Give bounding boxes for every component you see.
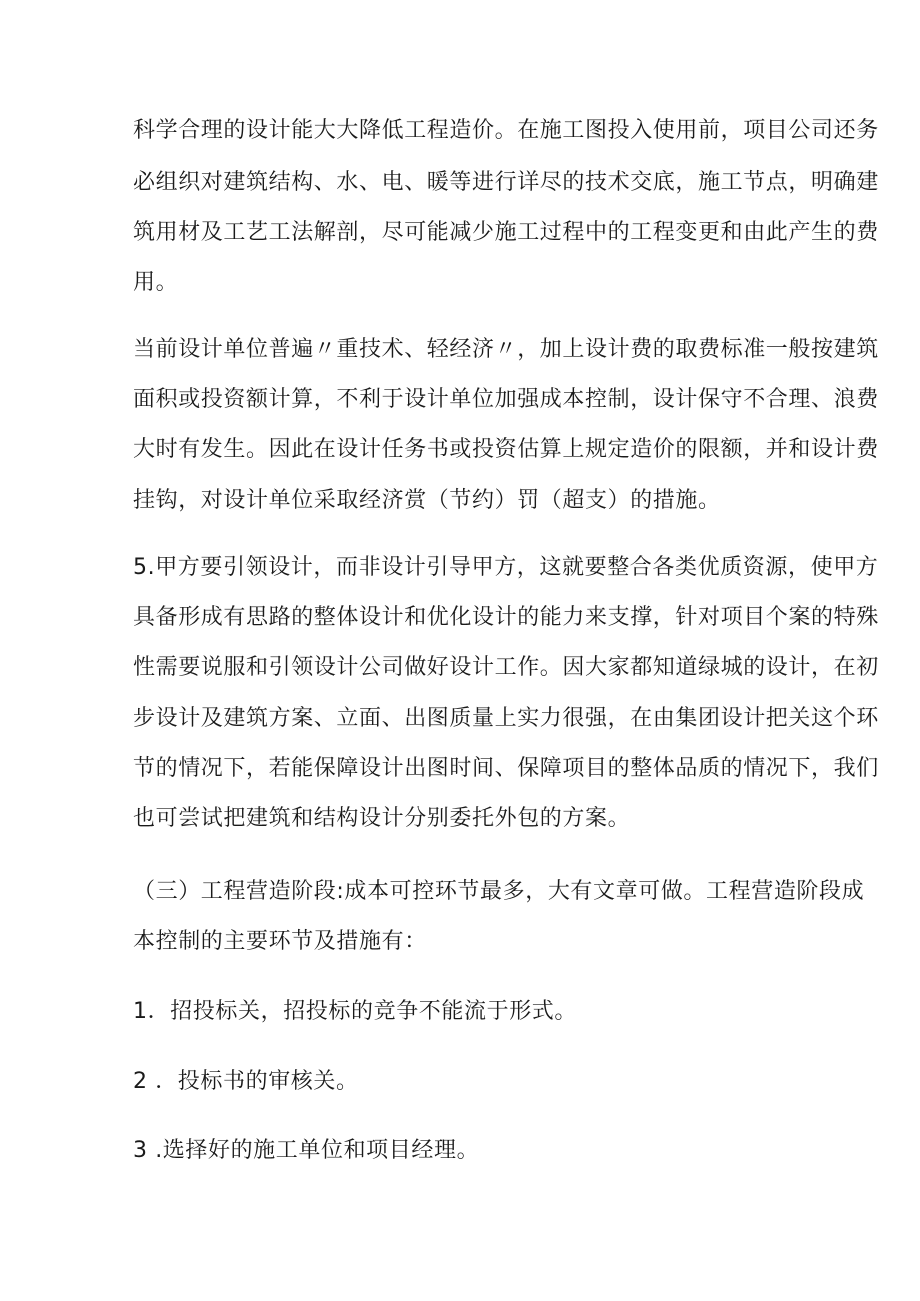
paragraph-1-line-4: 用。 bbox=[133, 270, 179, 295]
paragraph-3-line-3: 性需要说服和引领设计公司做好设计工作。因大家都知道绿城的设计，在初 bbox=[133, 655, 879, 680]
paragraph-1-line-1: 科学合理的设计能大大降低工程造价。在施工图投入使用前，项目公司还务 bbox=[133, 118, 879, 143]
paragraph-2-line-1: 当前设计单位普遍〃重技术、轻经济〃，加上设计费的取费标准一般按建筑 bbox=[133, 337, 879, 362]
paragraph-1-line-2: 必组织对建筑结构、水、电、暖等进行详尽的技术交底，施工节点，明确建 bbox=[133, 170, 879, 195]
paragraph-3-line-5: 节的情况下，若能保障设计出图时间、保障项目的整体品质的情况下，我们 bbox=[133, 756, 879, 781]
paragraph-3-line-2: 具备形成有思路的整体设计和优化设计的能力来支撑，针对项目个案的特殊 bbox=[133, 605, 879, 630]
paragraph-3-line-6: 也可尝试把建筑和结构设计分别委托外包的方案。 bbox=[133, 806, 631, 831]
paragraph-4-line-1: （三）工程营造阶段:成本可控环节最多，大有文章可做。工程营造阶段成 bbox=[133, 879, 865, 904]
paragraph-1-line-3: 筑用材及工艺工法解剖，尽可能减少施工过程中的工程变更和由此产生的费 bbox=[133, 220, 879, 245]
paragraph-2-line-2: 面积或投资额计算，不利于设计单位加强成本控制，设计保守不合理、浪费 bbox=[133, 387, 879, 412]
paragraph-3-line-4: 步设计及建筑方案、立面、出图质量上实力很强，在由集团设计把关这个环 bbox=[133, 706, 879, 731]
paragraph-2-line-4: 挂钩，对设计单位采取经济赏（节约）罚（超支）的措施。 bbox=[133, 488, 721, 513]
list-item-2: 2 ．投标书的审核关。 bbox=[133, 1069, 359, 1094]
paragraph-3-line-1: 5.甲方要引领设计，而非设计引导甲方，这就要整合各类优质资源，使甲方 bbox=[133, 555, 879, 580]
paragraph-2-line-3: 大时有发生。因此在设计任务书或投资估算上规定造价的限额，并和设计费 bbox=[133, 437, 879, 462]
list-item-3: 3 .选择好的施工单位和项目经理。 bbox=[133, 1138, 480, 1163]
list-item-1: 1．招投标关，招投标的竞争不能流于形式。 bbox=[133, 999, 577, 1024]
paragraph-4-line-2: 本控制的主要环节及措施有： bbox=[133, 929, 427, 954]
